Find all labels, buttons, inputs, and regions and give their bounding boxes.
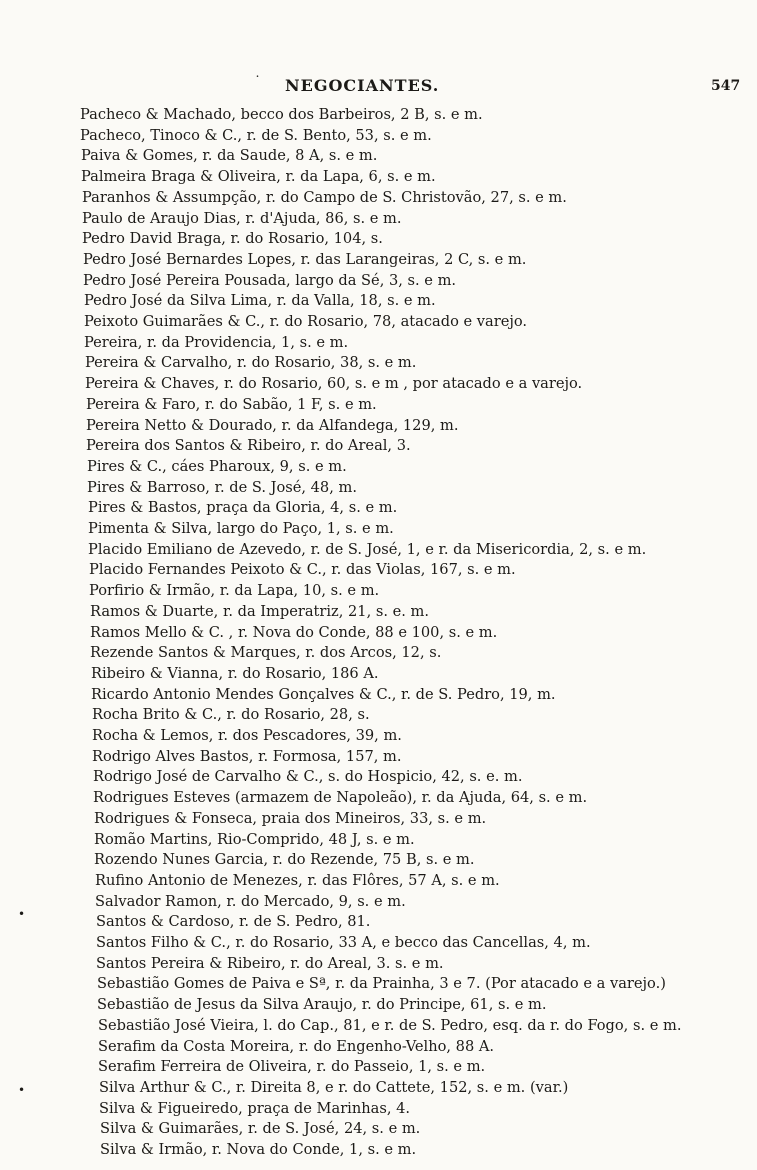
directory-entry: Ramos & Duarte, r. da Imperatriz, 21, s. e. m. [90, 602, 430, 620]
directory-entry: Pedro José Bernardes Lopes, r. das Larangeiras, 2 C, s. e m. [83, 250, 527, 268]
directory-entry: Ricardo Antonio Mendes Gonçalves & C., r. de S. Pedro, 19, m. [91, 685, 556, 703]
page-number: 547 [711, 78, 741, 94]
directory-entry: Pedro José Pereira Pousada, largo da Sé, 3, s. e m. [83, 271, 457, 289]
directory-entry: Rocha & Lemos, r. dos Pescadores, 39, m. [92, 727, 402, 744]
directory-entry: Sebastião José Vieira, l. do Cap., 81, e r. de S. Pedro, esq. da r. do Fogo, s. e m. [98, 1016, 682, 1034]
directory-entry: Paiva & Gomes, r. da Saude, 8 A, s. e m. [81, 147, 378, 165]
directory-entry: Silva & Irmão, r. Nova do Conde, 1, s. e m. [100, 1141, 417, 1158]
directory-entry: Sebastião de Jesus da Silva Araujo, r. do Principe, 61, s. e m. [97, 996, 547, 1014]
directory-entry: Porfirio & Irmão, r. da Lapa, 10, s. e m. [89, 582, 380, 600]
directory-entry: Pereira, r. da Providencia, 1, s. e m. [84, 333, 349, 351]
directory-entry: Rodrigo José de Carvalho & C., s. do Hospicio, 42, s. e. m. [93, 768, 523, 786]
directory-entry: Pacheco, Tinoco & C., r. de S. Bento, 53, s. e m. [80, 126, 432, 144]
directory-entry: Pereira Netto & Dourado, r. da Alfandega, 129, m. [86, 416, 459, 434]
directory-entry: Santos Pereira & Ribeiro, r. do Areal, 3. s. e m. [96, 954, 444, 972]
directory-entry: Santos & Cardoso, r. de S. Pedro, 81. [96, 913, 371, 931]
directory-entry: Serafim Ferreira de Oliveira, r. do Passeio, 1, s. e m. [98, 1058, 486, 1076]
directory-entry: Placido Emiliano de Azevedo, r. de S. José, 1, e r. da Misericordia, 2, s. e m. [88, 540, 647, 558]
directory-entry: Pires & C., cáes Pharoux, 9, s. e m. [87, 457, 347, 475]
directory-entry: Pimenta & Silva, largo do Paço, 1, s. e m. [88, 520, 394, 537]
directory-entry: Pedro David Braga, r. do Rosario, 104, s. [82, 230, 383, 248]
directory-entry: Pereira & Chaves, r. do Rosario, 60, s. e m , por atacado e a varejo. [85, 375, 583, 393]
directory-entry: Pereira & Carvalho, r. do Rosario, 38, s. e m. [85, 354, 417, 372]
directory-entry: Sebastião Gomes de Paiva e Sª, r. da Prainha, 3 e 7. (Por atacado e a varejo.) [97, 975, 666, 993]
directory-entry: Serafim da Costa Moreira, r. do Engenho-Velho, 88 A. [98, 1037, 495, 1055]
directory-entry: Ramos Mello & C. , r. Nova do Conde, 88 e 100, s. e m. [90, 623, 498, 641]
directory-entry: Silva Arthur & C., r. Direita 8, e r. do Cattete, 152, s. e m. (var.) [99, 1078, 569, 1096]
directory-entry: Paranhos & Assumpção, r. do Campo de S. Christovão, 27, s. e m. [82, 188, 567, 206]
directory-entry: Pires & Barroso, r. de S. José, 48, m. [87, 478, 357, 496]
directory-entry: Rodrigues Esteves (armazem de Napoleão), r. da Ajuda, 64, s. e m. [93, 789, 588, 807]
section-title: NEGOCIANTES. [285, 76, 440, 95]
directory-entry: Pereira & Faro, r. do Sabão, 1 F, s. e m. [86, 395, 377, 413]
margin-mark: • [18, 907, 26, 921]
header-mark: ˙ [254, 74, 261, 90]
directory-entry: Pereira dos Santos & Ribeiro, r. do Areal, 3. [86, 437, 411, 455]
directory-entry: Pires & Bastos, praça da Gloria, 4, s. e m. [88, 499, 398, 517]
directory-entry: Rezende Santos & Marques, r. dos Arcos, 12, s. [90, 644, 442, 662]
directory-entry: Rozendo Nunes Garcia, r. do Rezende, 75 B, s. e m. [94, 851, 475, 869]
page-header [0, 76, 757, 100]
directory-entry: Palmeira Braga & Oliveira, r. da Lapa, 6, s. e m. [81, 168, 436, 186]
directory-entry: Rufino Antonio de Menezes, r. das Flôres, 57 A, s. e m. [95, 871, 500, 889]
directory-entry: Peixoto Guimarães & C., r. do Rosario, 78, atacado e varejo. [84, 313, 528, 330]
directory-entry: Santos Filho & C., r. do Rosario, 33 A, e becco das Cancellas, 4, m. [96, 934, 591, 951]
directory-entry: Rodrigues & Fonseca, praia dos Mineiros, 33, s. e m. [94, 809, 487, 827]
directory-entry: Romão Martins, Rio-Comprido, 48 J, s. e m. [94, 830, 415, 848]
margin-mark: • [18, 1083, 26, 1097]
directory-entry: Salvador Ramon, r. do Mercado, 9, s. e m. [95, 892, 406, 910]
directory-entry: Rocha Brito & C., r. do Rosario, 28, s. [92, 706, 370, 724]
directory-entry: Silva & Guimarães, r. de S. José, 24, s. e m. [100, 1120, 421, 1138]
directory-entry: Ribeiro & Vianna, r. do Rosario, 186 A. [91, 664, 379, 682]
directory-entry: Silva & Figueiredo, praça de Marinhas, 4. [99, 1099, 411, 1117]
directory-entry: Placido Fernandes Peixoto & C., r. das Violas, 167, s. e m. [89, 561, 516, 579]
directory-entry: Pedro José da Silva Lima, r. da Valla, 18, s. e m. [84, 292, 436, 310]
directory-entry: Paulo de Araujo Dias, r. d'Ajuda, 86, s. e m. [82, 209, 402, 227]
directory-entry: Pacheco & Machado, becco dos Barbeiros, 2 B, s. e m. [80, 106, 483, 123]
directory-entry: Rodrigo Alves Bastos, r. Formosa, 157, m. [92, 747, 402, 765]
